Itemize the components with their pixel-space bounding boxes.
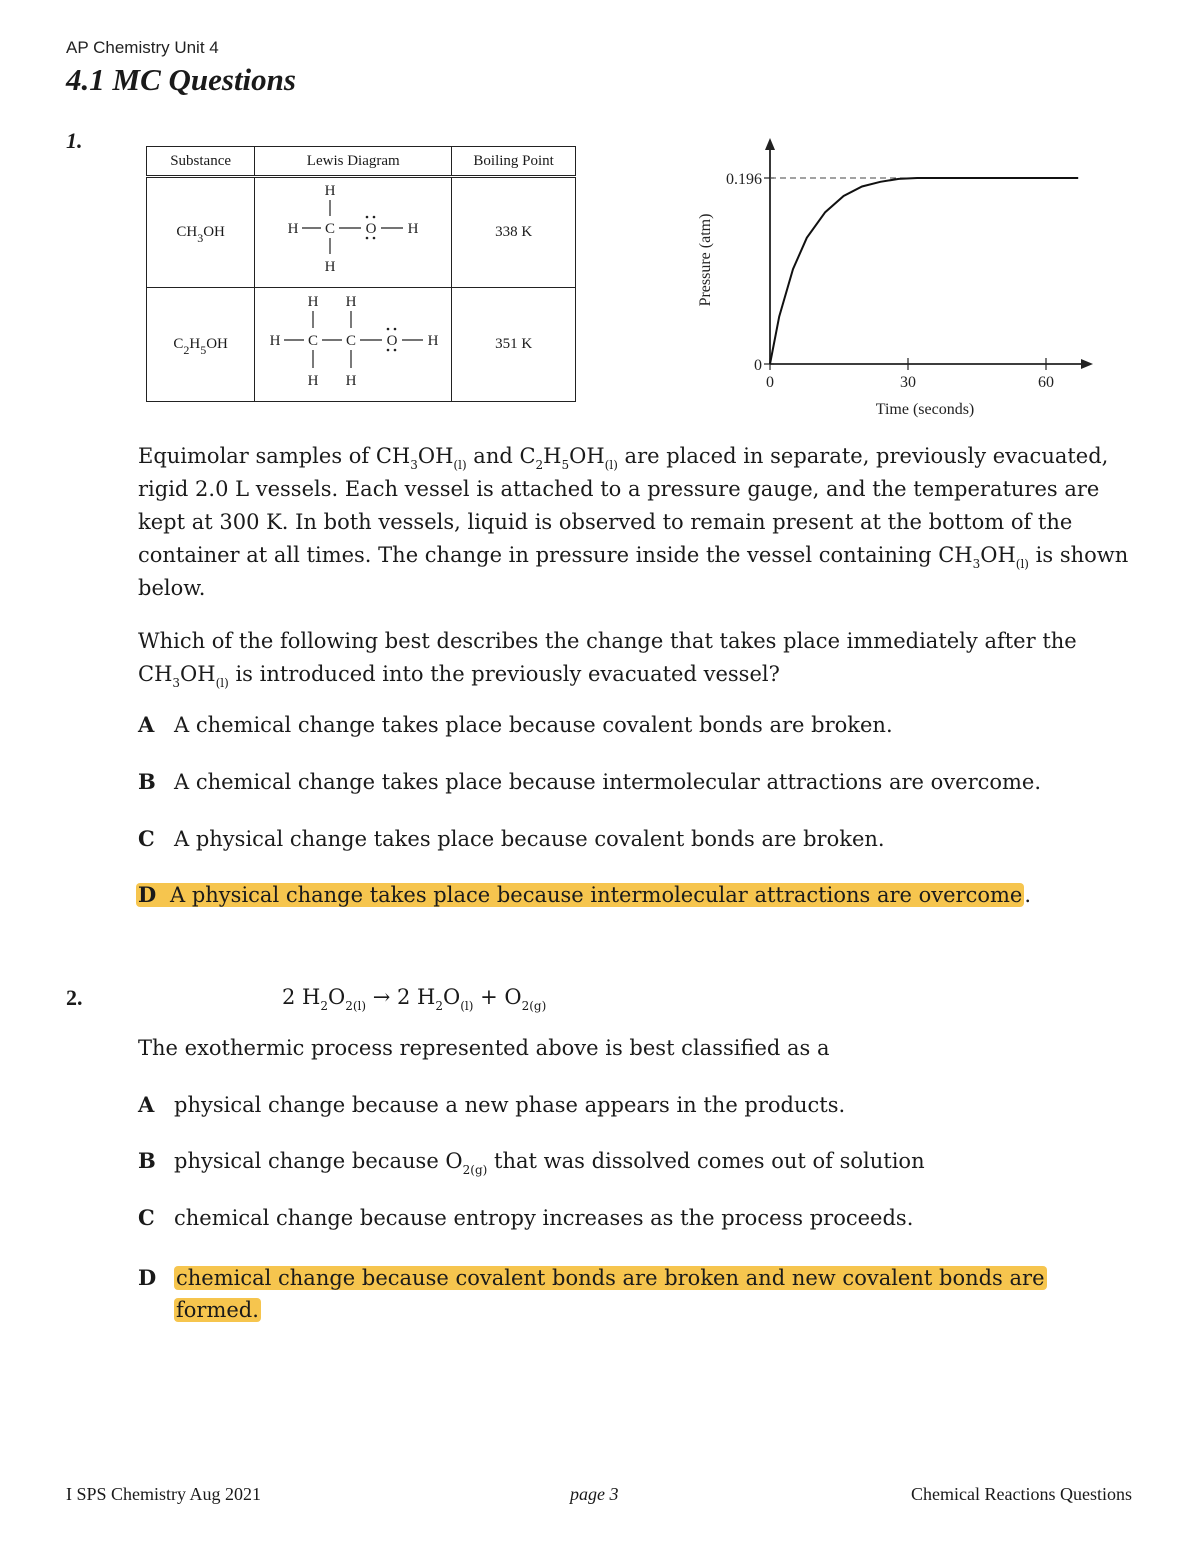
table-cell-boiling-point: 338 K bbox=[452, 177, 576, 288]
x-axis-arrow bbox=[1081, 359, 1093, 369]
table-header: Substance bbox=[147, 147, 255, 177]
question-number: 2. bbox=[66, 985, 83, 1010]
table-cell-boiling-point: 351 K bbox=[452, 288, 576, 402]
footer-left: I SPS Chemistry Aug 2021 bbox=[66, 1484, 262, 1504]
svg-text:H: H bbox=[427, 333, 439, 349]
unit-label: AP Chemistry Unit 4 bbox=[66, 38, 219, 57]
table-cell-substance: $C_2H_5OH$ bbox=[147, 288, 255, 402]
svg-text:H: H bbox=[345, 294, 357, 310]
question-1-prompt: Which of the following best describes the change that takes place immediately after the $CH_3OH_{(l)}$ is introduced into the previously evacuated vessel? bbox=[138, 629, 1077, 690]
question-2-stem: The exothermic process represented above is best classified as a bbox=[138, 1036, 830, 1060]
option-a[interactable]: A A chemical change takes place because covalent bonds are broken. bbox=[138, 712, 893, 737]
table-header: Lewis Diagram bbox=[255, 147, 452, 177]
svg-text:H: H bbox=[269, 333, 281, 349]
x-tick-label: 60 bbox=[1038, 374, 1054, 391]
option-a[interactable]: A physical change because a new phase appears in the products. bbox=[138, 1092, 846, 1117]
svg-text:C: C bbox=[325, 221, 336, 237]
x-tick-label: 30 bbox=[900, 374, 916, 391]
y-axis-arrow bbox=[765, 138, 775, 150]
table-header: Boiling Point bbox=[452, 147, 576, 177]
chart-ylabel: Pressure (atm) bbox=[697, 213, 714, 307]
footer-right: Chemical Reactions Questions bbox=[911, 1484, 1132, 1504]
option-b[interactable]: B A chemical change takes place because intermolecular attractions are overcome. bbox=[138, 769, 1042, 794]
pressure-curve bbox=[770, 178, 1078, 364]
svg-text:H: H bbox=[324, 259, 336, 275]
y-tick-label: 0.196 bbox=[726, 171, 762, 188]
page-title: 4.1 MC Questions bbox=[66, 62, 296, 97]
svg-text:C: C bbox=[346, 333, 357, 349]
lewis-diagram-methanol bbox=[255, 177, 452, 288]
svg-text:H: H bbox=[307, 373, 319, 389]
y-tick-label: 0 bbox=[754, 357, 762, 374]
option-c[interactable]: C chemical change because entropy increases as the process proceeds. bbox=[138, 1205, 914, 1230]
question-1-stem: Equimolar samples of $CH_3OH_{(l)}$ and $C_2H_5OH_{(l)}$ are placed in separate, previously evacuated, rigid 2.0 L vessels. Each vessel is attached to a pressure gauge, and the temperatures are kept at 300 K. In both vessels, liquid is observed to remain present at the bottom of the container at all times. The change in pressure inside the vessel containing $CH_3OH_{(l)}$ is shown below. bbox=[138, 444, 1129, 600]
pressure-time-chart bbox=[680, 130, 1100, 425]
reaction-equation: 2 $H_2O_{2(l)} \to 2$ $H_2O_{(l)} + O_{2(g)}$ bbox=[282, 985, 547, 1013]
svg-text:H: H bbox=[287, 221, 299, 237]
chart-xlabel: Time (seconds) bbox=[875, 401, 975, 418]
substance-table bbox=[146, 146, 576, 402]
svg-text:H: H bbox=[307, 294, 319, 310]
option-d-answer[interactable]: D A physical change takes place because intermolecular attractions are overcome. bbox=[138, 882, 1032, 907]
lewis-diagram-ethanol bbox=[255, 288, 452, 402]
option-b[interactable]: B physical change because $O_{2(g)}$ that was dissolved comes out of solution bbox=[138, 1148, 925, 1177]
option-c[interactable]: C A physical change takes place because covalent bonds are broken. bbox=[138, 826, 885, 851]
table-cell-substance: $CH_3OH$ bbox=[147, 177, 255, 288]
page-number: page 3 bbox=[570, 1484, 619, 1504]
svg-text:H: H bbox=[345, 373, 357, 389]
svg-text:H: H bbox=[324, 183, 336, 199]
option-d-answer[interactable]: D chemical change because covalent bonds are broken and new covalent bonds are formed. bbox=[138, 1265, 1045, 1322]
question-number: 1. bbox=[66, 128, 83, 153]
x-tick-label: 0 bbox=[766, 374, 774, 391]
svg-text:H: H bbox=[407, 221, 419, 237]
svg-text:O: O bbox=[386, 333, 398, 349]
svg-text:C: C bbox=[308, 333, 319, 349]
svg-text:O: O bbox=[365, 221, 377, 237]
